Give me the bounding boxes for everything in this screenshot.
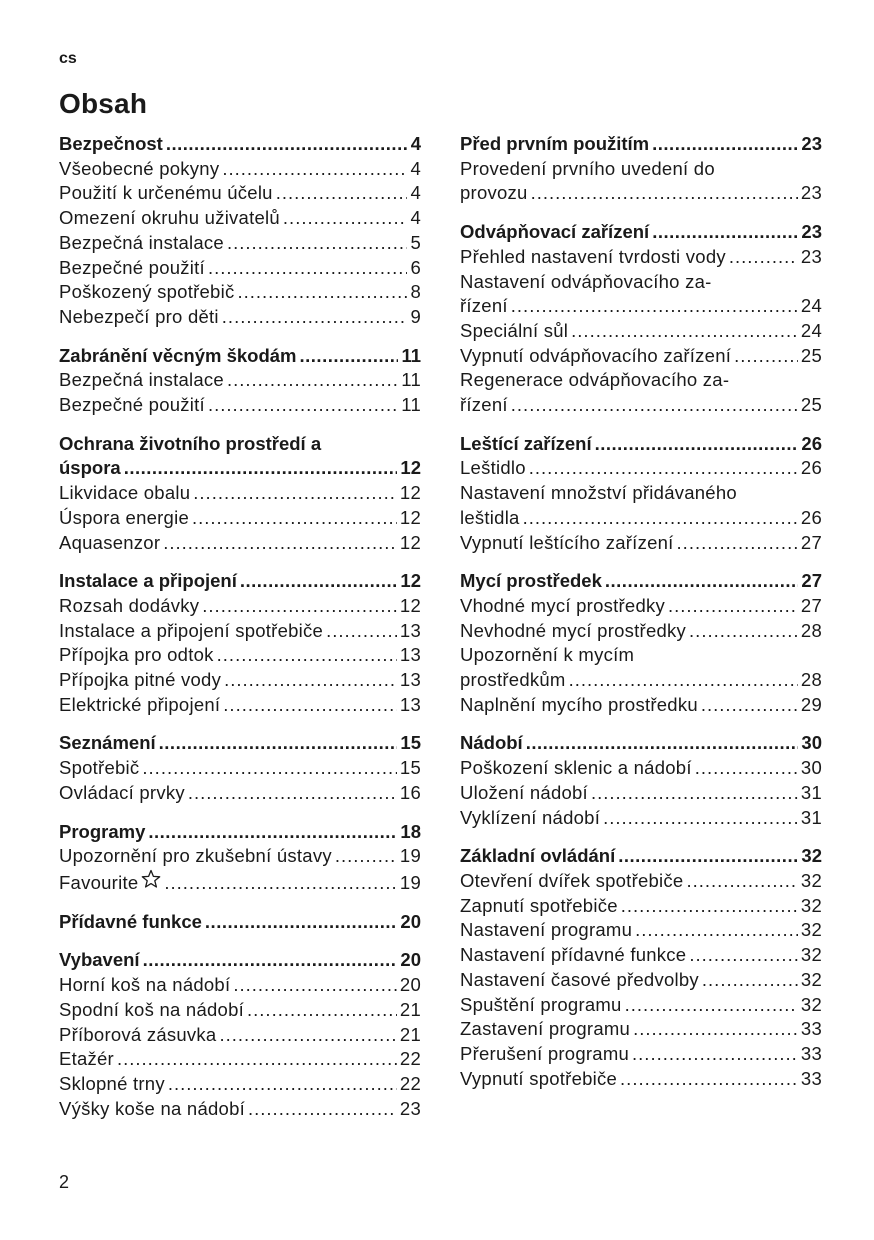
dot-leader: [283, 206, 408, 231]
toc-section: [59, 731, 421, 805]
toc-entry: [59, 305, 421, 330]
toc-entry: [460, 506, 822, 531]
dot-leader: [632, 1042, 798, 1067]
toc-entry: [460, 756, 822, 781]
dot-leader: [222, 157, 407, 182]
toc-entry-label: Likvidace obalu: [59, 482, 191, 504]
toc-right-column: [460, 132, 822, 1105]
toc-entry-label: Spuštění programu: [460, 993, 622, 1015]
toc-page-number: 13: [399, 619, 421, 641]
toc-entry: [59, 781, 421, 806]
toc-heading-label: Nádobí: [460, 732, 523, 754]
toc-entry: [460, 806, 822, 831]
toc-heading-label: Zabránění věcným škodám: [59, 344, 297, 366]
dot-leader: [652, 220, 798, 245]
toc-section: [460, 844, 822, 1091]
toc-page-number: 33: [800, 1018, 822, 1040]
toc-entry-label: Spotřebič: [59, 757, 140, 779]
dot-leader: [163, 531, 397, 556]
toc-entry-label: řízení: [460, 394, 508, 416]
toc-entry-line: Nastavení množství přidávaného: [460, 482, 737, 504]
page-number: 2: [59, 1172, 70, 1192]
toc-heading-label: Přídavné funkce: [59, 910, 202, 932]
toc-entry: [59, 256, 421, 281]
dot-leader: [605, 569, 799, 594]
toc-entry-line: Upozornění k mycím: [460, 644, 635, 666]
dot-leader: [511, 294, 798, 319]
toc-page-number: 9: [410, 305, 421, 327]
toc-entry-label: Výšky koše na nádobí: [59, 1097, 245, 1119]
toc-section: [59, 820, 421, 896]
toc-page-number: 26: [800, 457, 822, 479]
toc-page-number: 23: [800, 182, 822, 204]
dot-leader: [188, 781, 397, 806]
toc-entry: [59, 481, 421, 506]
toc-entry-label: Rozsah dodávky: [59, 594, 200, 616]
toc-entry-label: leštidla: [460, 506, 520, 528]
dot-leader: [335, 844, 397, 869]
toc-heading-label: Bezpečnost: [59, 133, 163, 154]
toc-page-number: 32: [800, 869, 822, 891]
toc-entry-label: Přehled nastavení tvrdosti vody: [460, 245, 726, 267]
toc-page-number: 26: [800, 506, 822, 528]
toc-page-number: 13: [399, 669, 421, 691]
toc-entry-label: Naplnění mycího prostředku: [460, 693, 698, 715]
toc-page-number: 32: [800, 919, 822, 941]
toc-entry: [460, 245, 822, 270]
toc-heading-label: úspora: [59, 457, 121, 479]
toc-page-number: 32: [801, 845, 822, 867]
toc-entry-label: Úspora energie: [59, 506, 189, 528]
dot-leader: [523, 506, 798, 531]
toc-entry: [460, 531, 822, 556]
toc-entry: [59, 844, 421, 869]
dot-leader: [148, 820, 397, 845]
toc-page-number: 12: [399, 594, 421, 616]
toc-page-number: 32: [800, 944, 822, 966]
star-outline-icon: [141, 869, 161, 896]
toc-page-number: 32: [800, 993, 822, 1015]
toc-entry-label: Příborová zásuvka: [59, 1023, 217, 1045]
dot-leader: [620, 1067, 798, 1092]
toc-entry-label: prostředkům: [460, 669, 566, 691]
toc-entry-label: Bezpečná instalace: [59, 231, 224, 253]
toc-section: [460, 731, 822, 830]
toc-entry-label: Vypnutí spotřebiče: [460, 1067, 618, 1089]
toc-section-heading-line: Ochrana životního prostředí a: [59, 432, 322, 454]
toc-page-number: 20: [399, 974, 421, 996]
toc-entry: [59, 506, 421, 531]
toc-entry-label: Instalace a připojení spotřebiče: [59, 619, 324, 641]
dot-leader: [668, 594, 798, 619]
toc-page-number: 26: [801, 432, 822, 454]
toc-page-number: 12: [399, 482, 421, 504]
toc-section-heading: [59, 456, 421, 481]
toc-entry-label: Bezpečné použití: [59, 394, 205, 416]
toc-page-number: 22: [399, 1048, 421, 1070]
toc-section: [59, 910, 421, 935]
dot-leader: [618, 844, 798, 869]
toc-entry-label: Vypnutí odvápňovacího zařízení: [460, 344, 732, 366]
toc-section-heading: [460, 731, 822, 756]
toc-section: [460, 432, 822, 556]
toc-entry: [59, 206, 421, 231]
toc-entry-label: provozu: [460, 182, 528, 204]
toc-entry: [460, 869, 822, 894]
toc-page-number: 13: [399, 644, 421, 666]
toc-page-number: 25: [800, 344, 822, 366]
toc-entry: [59, 668, 421, 693]
toc-page-number: 21: [399, 1023, 421, 1045]
toc-page-number: 31: [800, 806, 822, 828]
toc-page-number: 23: [800, 245, 822, 267]
toc-page-number: 32: [800, 968, 822, 990]
toc-section: [59, 132, 421, 330]
toc-section: [59, 569, 421, 717]
toc-page-number: 25: [800, 394, 822, 416]
toc-page-number: 4: [410, 182, 421, 204]
toc-entry: [460, 943, 822, 968]
dot-leader: [227, 368, 398, 393]
toc-entry-label: Zapnutí spotřebiče: [460, 894, 618, 916]
toc-heading-label: Instalace a připojení: [59, 570, 237, 592]
dot-leader: [591, 781, 798, 806]
toc-entry: [59, 280, 421, 305]
toc-heading-label: Vybavení: [59, 949, 140, 971]
toc-heading-label: Programy: [59, 820, 146, 842]
toc-entry-label: Poškození sklenic a nádobí: [460, 757, 692, 779]
toc-page-number: 12: [400, 457, 421, 479]
toc-page-number: 11: [401, 369, 421, 391]
toc-entry-label: Nastavení přídavné funkce: [460, 944, 687, 966]
toc-entry-label: Bezpečná instalace: [59, 369, 224, 391]
toc-entry-label: Zastavení programu: [460, 1018, 631, 1040]
toc-heading-label: Základní ovládání: [460, 845, 616, 867]
toc-entry-label: Uložení nádobí: [460, 781, 588, 803]
dot-leader: [124, 456, 398, 481]
toc-entry-line: Provedení prvního uvedení do: [460, 157, 715, 179]
dot-leader: [595, 432, 799, 457]
dot-leader: [117, 1047, 397, 1072]
toc-heading-label: Leštící zařízení: [460, 432, 592, 454]
dot-leader: [702, 968, 798, 993]
toc-entry-label: Přerušení programu: [460, 1042, 630, 1064]
toc-section-heading: [59, 820, 421, 845]
toc-section-heading: [59, 344, 421, 369]
toc-entry: [460, 781, 822, 806]
toc-page-number: 11: [401, 344, 421, 366]
toc-entry: [59, 973, 421, 998]
toc-entry-label: Nastavení programu: [460, 919, 633, 941]
toc-entry-label: Přípojka pitné vody: [59, 669, 222, 691]
toc-page-number: 12: [399, 531, 421, 553]
toc-page-number: 12: [400, 570, 421, 592]
toc-section: [460, 132, 822, 206]
dot-leader: [633, 1017, 798, 1042]
dot-leader: [677, 531, 798, 556]
dot-leader: [689, 943, 798, 968]
toc-section-heading: [460, 132, 822, 157]
dot-leader: [326, 619, 397, 644]
toc-page-number: 28: [800, 669, 822, 691]
toc-entry-label: Nebezpečí pro děti: [59, 305, 219, 327]
toc-page-number: 28: [800, 619, 822, 641]
toc-section: [460, 569, 822, 717]
toc-entry: [460, 294, 822, 319]
toc-left-column: [59, 132, 421, 1135]
dot-leader: [734, 344, 798, 369]
dot-leader: [529, 456, 798, 481]
toc-entry-label: Elektrické připojení: [59, 693, 221, 715]
toc-page-number: 23: [801, 221, 822, 243]
toc-entry: [59, 594, 421, 619]
dot-leader: [689, 619, 798, 644]
toc-entry: [59, 1047, 421, 1072]
dot-leader: [223, 693, 397, 718]
dot-leader: [222, 305, 408, 330]
toc-heading-label: Mycí prostředek: [460, 570, 602, 592]
toc-entry: [59, 531, 421, 556]
toc-section: [460, 220, 822, 418]
dot-leader: [652, 132, 798, 157]
toc-entry-label: Vhodné mycí prostředky: [460, 594, 665, 616]
toc-entry: [460, 918, 822, 943]
dot-leader: [569, 668, 798, 693]
toc-entry-label: Aquasenzor: [59, 531, 161, 553]
dot-leader: [686, 869, 797, 894]
dot-leader: [571, 319, 798, 344]
dot-leader: [208, 393, 398, 418]
dot-leader: [193, 481, 397, 506]
dot-leader: [192, 506, 397, 531]
dot-leader: [208, 256, 408, 281]
toc-entry: [460, 1067, 822, 1092]
dot-leader: [603, 806, 798, 831]
dot-leader: [164, 871, 397, 896]
dot-leader: [729, 245, 798, 270]
toc-page-number: 27: [800, 594, 822, 616]
toc-entry-label: Leštidlo: [460, 457, 526, 479]
dot-leader: [701, 693, 798, 718]
toc-section-heading: [460, 844, 822, 869]
toc-entry: [59, 619, 421, 644]
toc-entry-label: Bezpečné použití: [59, 256, 205, 278]
toc-entry: [460, 1017, 822, 1042]
dot-leader: [159, 731, 398, 756]
toc-page-number: 6: [410, 256, 421, 278]
toc-page-number: 24: [800, 295, 822, 317]
toc-entry-label: Všeobecné pokyny: [59, 157, 220, 179]
toc-page-number: 4: [410, 207, 421, 229]
toc-heading-label: Seznámení: [59, 732, 156, 754]
toc-page-number: 13: [399, 693, 421, 715]
toc-entry-label: Omezení okruhu uživatelů: [59, 207, 280, 229]
toc-entry-label: Spodní koš na nádobí: [59, 998, 245, 1020]
toc-entry: [59, 393, 421, 418]
toc-entry-label: Nevhodné mycí prostředky: [460, 619, 687, 641]
dot-leader: [511, 393, 798, 418]
toc-page-number: 22: [399, 1072, 421, 1094]
toc-page-number: 15: [400, 732, 421, 754]
toc-page-number: 15: [399, 757, 421, 779]
toc-entry: [460, 1042, 822, 1067]
toc-page-number: 20: [400, 949, 421, 971]
toc-entry: [460, 968, 822, 993]
toc-entry-label: Upozornění pro zkušební ústavy: [59, 845, 332, 867]
toc-page-number: 4: [410, 133, 421, 154]
toc-section-heading: [59, 569, 421, 594]
toc-entry: [59, 1023, 421, 1048]
toc-entry: [460, 993, 822, 1018]
dot-leader: [168, 1072, 397, 1097]
toc-heading-label: Odvápňovací zařízení: [460, 221, 650, 243]
toc-page-number: 12: [399, 506, 421, 528]
dot-leader: [142, 756, 397, 781]
dot-leader: [526, 731, 799, 756]
toc-page-number: 5: [410, 231, 421, 253]
toc-heading-label: Před prvním použitím: [460, 133, 650, 154]
toc-entry: [59, 869, 421, 896]
toc-page-number: 33: [800, 1067, 822, 1089]
dot-leader: [300, 344, 399, 369]
toc-entry: [460, 181, 822, 206]
toc-page-number: 21: [399, 998, 421, 1020]
toc-entry: [460, 456, 822, 481]
toc-entry: [460, 319, 822, 344]
toc-section: [59, 948, 421, 1121]
dot-leader: [531, 181, 798, 206]
dot-leader: [219, 1023, 396, 1048]
page-title: Obsah: [59, 88, 148, 119]
toc-section-heading: [460, 569, 822, 594]
toc-page-number: 18: [400, 820, 421, 842]
toc-entry: [59, 998, 421, 1023]
toc-entry-label: Použití k určenému účelu: [59, 182, 273, 204]
dot-leader: [224, 668, 397, 693]
toc-entry-label: Vypnutí leštícího zařízení: [460, 531, 674, 553]
dot-leader: [276, 181, 408, 206]
toc-entry: [59, 1097, 421, 1122]
dot-leader: [621, 894, 798, 919]
toc-entry: [59, 157, 421, 182]
dot-leader: [248, 1097, 397, 1122]
toc-entry-label: Sklopné trny: [59, 1072, 165, 1094]
toc-section-heading: [59, 910, 421, 935]
toc-entry: [59, 181, 421, 206]
toc-entry: [460, 594, 822, 619]
dot-leader: [227, 231, 408, 256]
toc-entry: [59, 1072, 421, 1097]
toc-page-number: 23: [801, 133, 822, 154]
dot-leader: [143, 948, 398, 973]
toc-entry: [59, 368, 421, 393]
toc-page-number: 4: [410, 157, 421, 179]
toc-page-number: 32: [800, 894, 822, 916]
toc-entry: [460, 693, 822, 718]
toc-page-number: 30: [801, 732, 822, 754]
toc-page-number: 23: [399, 1097, 421, 1119]
toc-section-heading: [59, 948, 421, 973]
toc-entry-label: Vyklízení nádobí: [460, 806, 601, 828]
toc-entry: [460, 668, 822, 693]
toc-section-heading: [460, 220, 822, 245]
toc-entry-label: Horní koš na nádobí: [59, 974, 231, 996]
toc-page-number: 20: [400, 910, 421, 932]
toc-entry-label: Ovládací prvky: [59, 781, 185, 803]
dot-leader: [625, 993, 798, 1018]
toc-entry: [460, 344, 822, 369]
toc-page-number: 11: [401, 394, 421, 416]
toc-entry-label: Nastavení časové předvolby: [460, 968, 699, 990]
dot-leader: [166, 132, 408, 157]
toc-section: [59, 432, 421, 556]
toc-entry: [460, 393, 822, 418]
dot-leader: [202, 594, 397, 619]
dot-leader: [240, 569, 398, 594]
toc-page-number: 24: [800, 319, 822, 341]
toc-entry: [59, 693, 421, 718]
toc-entry-label: Favourite: [59, 871, 139, 893]
toc-page-number: 19: [399, 871, 421, 893]
language-code: cs: [59, 50, 77, 67]
toc-entry: [59, 231, 421, 256]
toc-page-number: 31: [800, 781, 822, 803]
toc-section-heading: [460, 432, 822, 457]
toc-entry-label: Otevření dvířek spotřebiče: [460, 869, 684, 891]
toc-page-number: 16: [399, 781, 421, 803]
toc-page-number: 8: [410, 281, 421, 303]
toc-entry-label: řízení: [460, 295, 508, 317]
dot-leader: [635, 918, 798, 943]
toc-page-number: 19: [399, 845, 421, 867]
toc-entry-label: Přípojka pro odtok: [59, 644, 214, 666]
dot-leader: [205, 910, 398, 935]
toc-page-number: 29: [800, 693, 822, 715]
toc-section-heading: [59, 132, 421, 157]
toc-entry: [59, 643, 421, 668]
toc-entry: [460, 619, 822, 644]
toc-entry: [460, 894, 822, 919]
toc-page-number: 33: [800, 1042, 822, 1064]
toc-page-number: 27: [801, 570, 822, 592]
toc-entry: [59, 756, 421, 781]
toc-entry-line: Regenerace odvápňovacího za-: [460, 369, 730, 391]
dot-leader: [217, 643, 397, 668]
toc-section: [59, 344, 421, 418]
toc-section-heading: [59, 731, 421, 756]
toc-page-number: 27: [800, 531, 822, 553]
toc-entry-label: Speciální sůl: [460, 319, 569, 341]
dot-leader: [695, 756, 798, 781]
dot-leader: [233, 973, 397, 998]
toc-entry-line: Nastavení odvápňovacího za-: [460, 270, 712, 292]
toc-entry-label: Etažér: [59, 1048, 114, 1070]
toc-entry-label: Poškozený spotřebič: [59, 281, 235, 303]
toc-page-number: 30: [800, 757, 822, 779]
dot-leader: [237, 280, 407, 305]
dot-leader: [247, 998, 397, 1023]
